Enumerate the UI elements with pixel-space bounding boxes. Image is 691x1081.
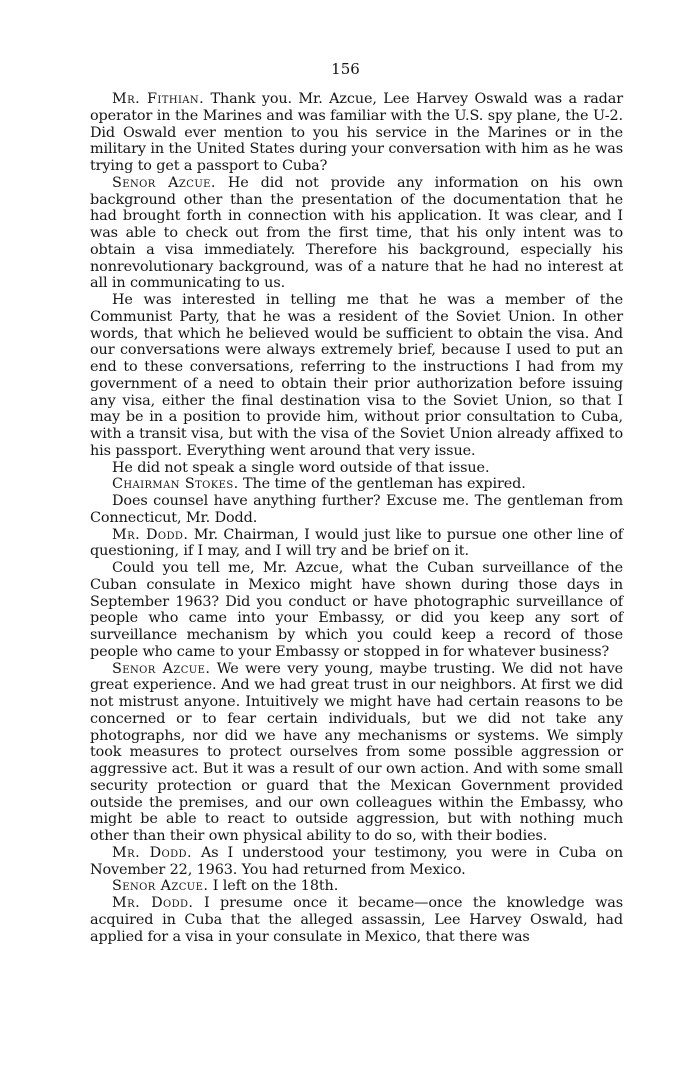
speaker-name: Chairman Stokes. xyxy=(112,476,239,493)
paragraph-azcue-answer-2 xyxy=(90,661,623,845)
paragraph-text: Thank you. Mr. Azcue, Lee Harvey Oswald was a radar operator in the Marines and was familiar with the U.S. spy plane, the U-2. Did Oswald ever mention to you his service in the Marines or in the military in the United States during your conversation with him as he was trying to get a passport to Cuba? xyxy=(90,91,623,174)
transcript-body xyxy=(90,91,623,945)
paragraph-dodd-2 xyxy=(90,845,623,879)
paragraph-fithian-question xyxy=(90,91,623,175)
paragraph-dodd-1 xyxy=(90,527,623,561)
paragraph-azcue-answer-3 xyxy=(90,878,623,895)
paragraph-text: I left on the 18th. xyxy=(212,878,339,895)
paragraph-dodd-question xyxy=(90,560,623,661)
page-number: 156 xyxy=(331,60,360,78)
speaker-name: Mr. Fithian. xyxy=(112,91,205,107)
speaker-name: Senor Azcue. xyxy=(112,878,209,895)
paragraph-text: We were very young, maybe trusting. We did not have great experience. And we had great trust in our neighbors. At first we did not mistrust anyone. Intuitively we might have had certain reasons to be concerned or to fear certain individuals, but we did not take any photographs, nor did we have any mechanisms or systems. We simply took measures to protect ourselves from some possible aggression or aggressive act. But it was a result of our own action. And with some small security protection or guard that the Mexican Government provided outside the premises, and our own colleagues within the Embassy, who might be able to react to outside aggression, but with nothing much other than their own physical ability to do so, with their bodies. xyxy=(90,660,623,844)
speaker-name: Senor Azcue. xyxy=(112,660,211,677)
speaker-name: Mr. Dodd. xyxy=(112,844,192,861)
paragraph-text: He was interested in telling me that he was a member of the Communist Party, that he was a resident of the Soviet Union. In other words, that which he believed would be sufficient to obtain the visa. And our conversations were always extremely brief, because I used to put an end to these conversations, referring to the instructions I had from my government of a need to obtain their prior authorization before issuing any visa, either the final destination visa to the Soviet Union, so that I may be in a position to provide him, without prior consultation to Cuba, with a transit visa, but with the visa of the Soviet Union already affixed to his passport. Everything went around that very issue. xyxy=(90,292,623,459)
paragraph-text: Could you tell me, Mr. Azcue, what the Cuban surveillance of the Cuban consulate in Mexico might have shown during those days in September 1963? Did you conduct or have photographic surveillance of people who came into your Embassy, or did you keep any sort of surveillance mechanism by which you could keep a record of those people who came to your Embassy or stopped in for whatever business? xyxy=(90,560,623,660)
paragraph-dodd-3 xyxy=(90,895,623,945)
paragraph-text: Does counsel have anything further? Excuse me. The gentleman from Connecticut, Mr. Dodd. xyxy=(90,493,623,526)
speaker-name: Mr. Dodd. xyxy=(112,526,189,543)
paragraph-stokes xyxy=(90,476,623,493)
paragraph-text: He did not provide any information on his own background other than the presentation of the documentation that he had brought forth in connection with his application. It was clear, and I was able to check out from the first time, that his only intent was to obtain a visa immediately. Therefore his background, especially his nonrevolutionary background, was of a nature that he had no interest at all in communicating to us. xyxy=(90,174,623,292)
paragraph-text: Mr. Chairman, I would just like to pursue one other line of questioning, if I may, and I will try and be brief on it. xyxy=(90,526,623,560)
paragraph-text: He did not speak a single word outside of that issue. xyxy=(112,459,490,476)
paragraph-stokes-continued xyxy=(90,493,623,527)
paragraph-text: As I understood your testimony, you were in Cuba on November 22, 1963. You had returned from Mexico. xyxy=(90,844,623,878)
speaker-name: Mr. Dodd. xyxy=(112,895,194,911)
paragraph-azcue-answer-1 xyxy=(90,175,623,292)
speaker-name: Senor Azcue. xyxy=(112,174,216,191)
paragraph-azcue-continued xyxy=(90,292,623,460)
paragraph-azcue-closing xyxy=(90,460,623,477)
paragraph-text: The time of the gentleman has expired. xyxy=(243,476,526,493)
paragraph-text: I presume once it became—once the knowledge was acquired in Cuba that the alleged assassin, Lee Harvey Oswald, had applied for a visa in your consulate in Mexico, that there was xyxy=(90,895,623,945)
